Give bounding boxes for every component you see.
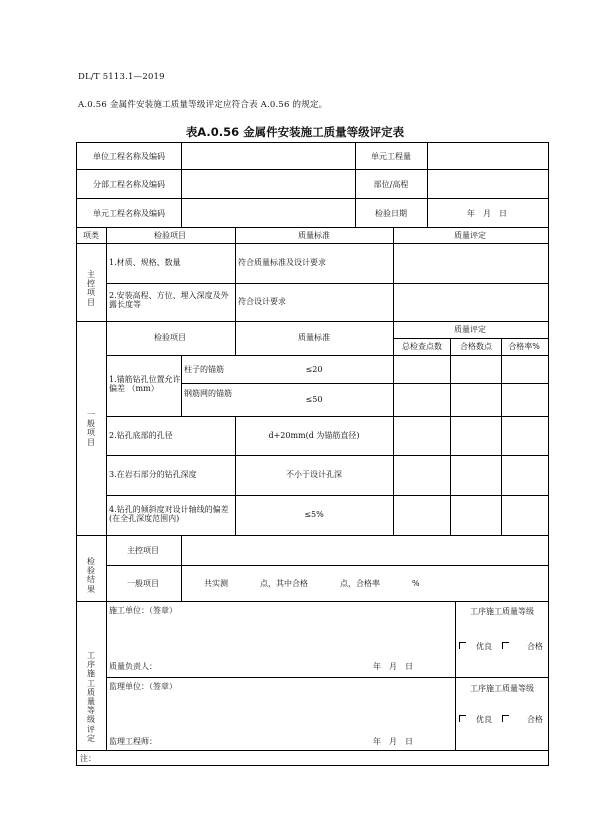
intro-text: A.0.56 金属件安装施工质量等级评定应符合表 A.0.56 的规定。 [78, 100, 328, 110]
table-title: 表A.0.56 金属件安装施工质量等级评定表 [185, 125, 405, 139]
general-item-2: 2.钻孔底部的孔径 [109, 431, 173, 440]
anchor-column-value: ≤20 [305, 365, 323, 374]
quality-head-label: 质量负责人： [109, 662, 157, 671]
result-general-label: 一般项目 [127, 579, 159, 588]
process-rating-label: 工序施工质量等级评定 [87, 651, 95, 743]
inspection-date-label: 检验日期 [375, 209, 407, 218]
supervisor-label: 监理单位：（签章） [109, 682, 177, 691]
category-header: 项类 [83, 231, 99, 240]
anchor-item: 1.锚筋钻孔位置允许偏差 （mm） [109, 375, 181, 394]
supervising-engineer-label: 监理工程师： [109, 737, 157, 746]
total-points-header: 总检查点数 [402, 342, 442, 351]
general-standard-header: 质量标准 [298, 333, 330, 342]
general-label: 一般项目 [87, 410, 95, 447]
main-standard-1: 符合质量标准及设计要求 [238, 258, 326, 267]
general-standard-2: d+20mm(d 为锚筋直径) [268, 431, 360, 440]
builder-label: 施工单位：（签章） [109, 606, 177, 615]
general-item-4: 4.钻孔的倾斜度对设计轴线的偏差(在全孔深度范围内) [109, 505, 229, 524]
main-item-2: 2.安装高程、方位、埋入深度及外露长度等 [109, 291, 229, 310]
note-label: 注： [80, 754, 96, 763]
pass-rate-header: 合格率% [508, 342, 540, 351]
standard-header: 质量标准 [298, 231, 330, 240]
supervisor-date: 年 月 日 [373, 737, 413, 746]
general-standard-3: 不小于设计孔深 [286, 470, 342, 479]
builder-excellent-checkbox[interactable] [459, 642, 466, 649]
main-standard-2: 符合设计要求 [238, 297, 286, 306]
location-elevation-label: 部位/高程 [373, 180, 409, 189]
unit-project-label: 单位工程名称及编码 [93, 152, 165, 161]
builder-qualified-checkbox[interactable] [502, 642, 509, 649]
evaluation-header: 质量评定 [454, 231, 486, 240]
anchor-mesh-label: 钢筋网的锚筋 [184, 389, 232, 398]
result-main-label: 主控项目 [127, 546, 159, 555]
supervisor-excellent-label: 优良 [476, 715, 492, 724]
result-general-text: 共实测 点，其中合格 点，合格率 % [204, 579, 420, 588]
supervisor-excellent-checkbox[interactable] [459, 715, 466, 722]
general-evaluation-header: 质量评定 [454, 325, 486, 334]
main-control-label: 主控项目 [87, 270, 95, 307]
general-standard-4: ≤5% [304, 510, 324, 519]
result-label: 检验结果 [87, 557, 95, 594]
sub-unit-quantity-label: 单元工程量 [371, 152, 411, 161]
builder-qualified-label: 合格 [527, 642, 543, 651]
qualified-points-header: 合格数点 [460, 342, 492, 351]
document-code: DL/T 5113.1—2019 [78, 72, 165, 82]
division-project-label: 分部工程名称及编码 [93, 180, 165, 189]
builder-grade-title: 工序施工质量等级 [470, 607, 534, 616]
general-inspect-item-header: 检验项目 [154, 333, 186, 342]
evaluation-form [76, 142, 549, 766]
supervisor-qualified-checkbox[interactable] [502, 715, 509, 722]
supervisor-grade-title: 工序施工质量等级 [470, 684, 534, 693]
builder-date: 年 月 日 [373, 662, 413, 671]
anchor-mesh-value: ≤50 [305, 395, 323, 404]
main-item-1: 1.材质、规格、数量 [109, 258, 181, 267]
anchor-column-label: 柱子的锚筋 [184, 365, 224, 374]
general-item-3: 3.在岩石部分的钻孔深度 [109, 470, 197, 479]
inspect-item-header: 检验项目 [154, 231, 186, 240]
builder-excellent-label: 优良 [476, 642, 492, 651]
unit-element-label: 单元工程名称及编码 [93, 209, 165, 218]
inspection-date-value: 年 月 日 [467, 209, 507, 218]
supervisor-qualified-label: 合格 [527, 715, 543, 724]
